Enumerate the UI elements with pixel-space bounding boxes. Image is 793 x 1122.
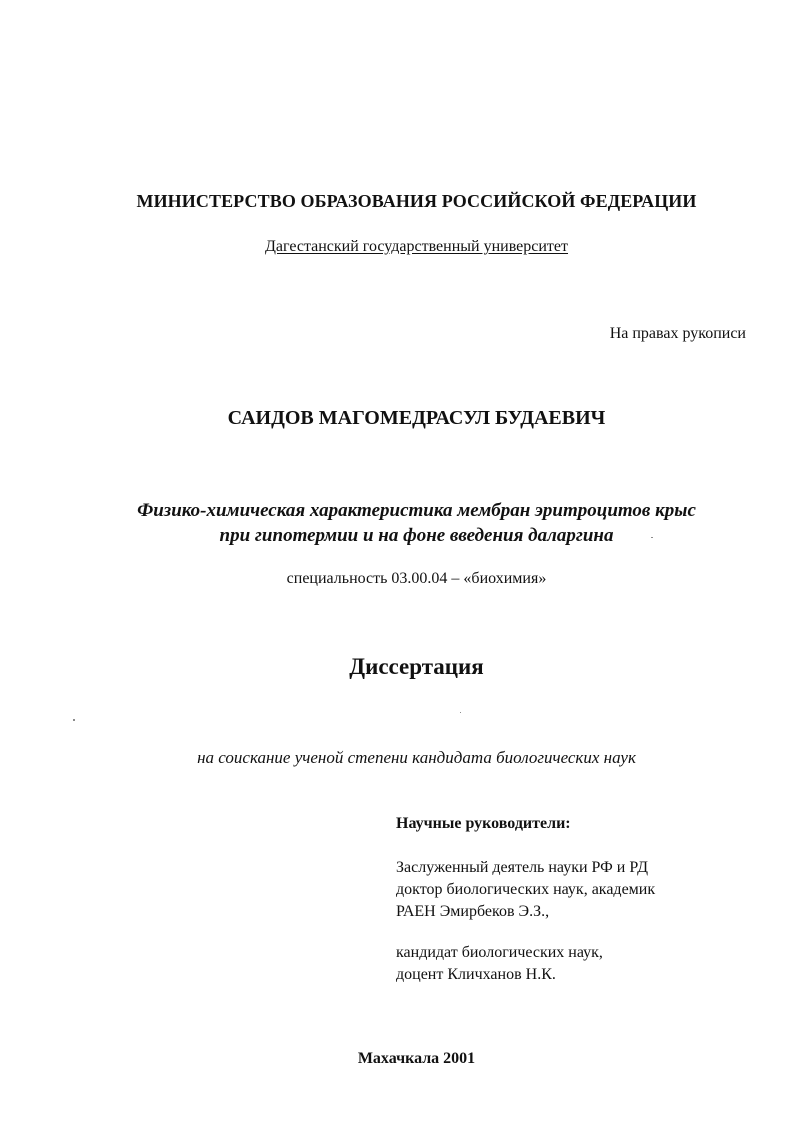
- supervisor-first-line-2: доктор биологических наук, академик: [396, 881, 656, 898]
- degree-line: на соискание ученой степени кандидата биологических наук: [197, 748, 636, 767]
- scan-speck: [460, 712, 461, 713]
- supervisor-second: [396, 942, 603, 986]
- supervisor-first-line-1: Заслуженный деятель науки РФ и РД: [396, 859, 648, 876]
- city-year: Махачкала 2001: [357, 1050, 476, 1067]
- scan-speck: [73, 719, 75, 721]
- dissertation-title: [0, 498, 793, 548]
- supervisors-heading: Научные руководители:: [396, 815, 571, 832]
- title-line-2: при гипотермии и на фоне введения даларгина: [219, 525, 614, 546]
- title-line-1: Физико-химическая характеристика мембран эритроцитов крыс: [137, 500, 696, 521]
- ministry-heading: МИНИСТЕРСТВО ОБРАЗОВАНИЯ РОССИЙСКОЙ ФЕДЕРАЦИИ: [136, 191, 697, 211]
- author-name: САИДОВ МАГОМЕДРАСУЛ БУДАЕВИЧ: [227, 407, 606, 429]
- supervisor-first: [396, 857, 655, 923]
- supervisor-first-line-3: РАЕН Эмирбеков Э.З.,: [396, 903, 550, 920]
- specialty-line: специальность 03.00.04 – «биохимия»: [286, 570, 547, 587]
- university-name: Дагестанский государственный университет: [264, 238, 569, 255]
- supervisor-second-line-2: доцент Кличханов Н.К.: [396, 966, 556, 983]
- supervisor-second-line-1: кандидат биологических наук,: [396, 944, 603, 961]
- manuscript-rights-note: На правах рукописи: [609, 325, 746, 342]
- document-type: Диссертация: [349, 654, 484, 679]
- scan-speck: [651, 537, 653, 538]
